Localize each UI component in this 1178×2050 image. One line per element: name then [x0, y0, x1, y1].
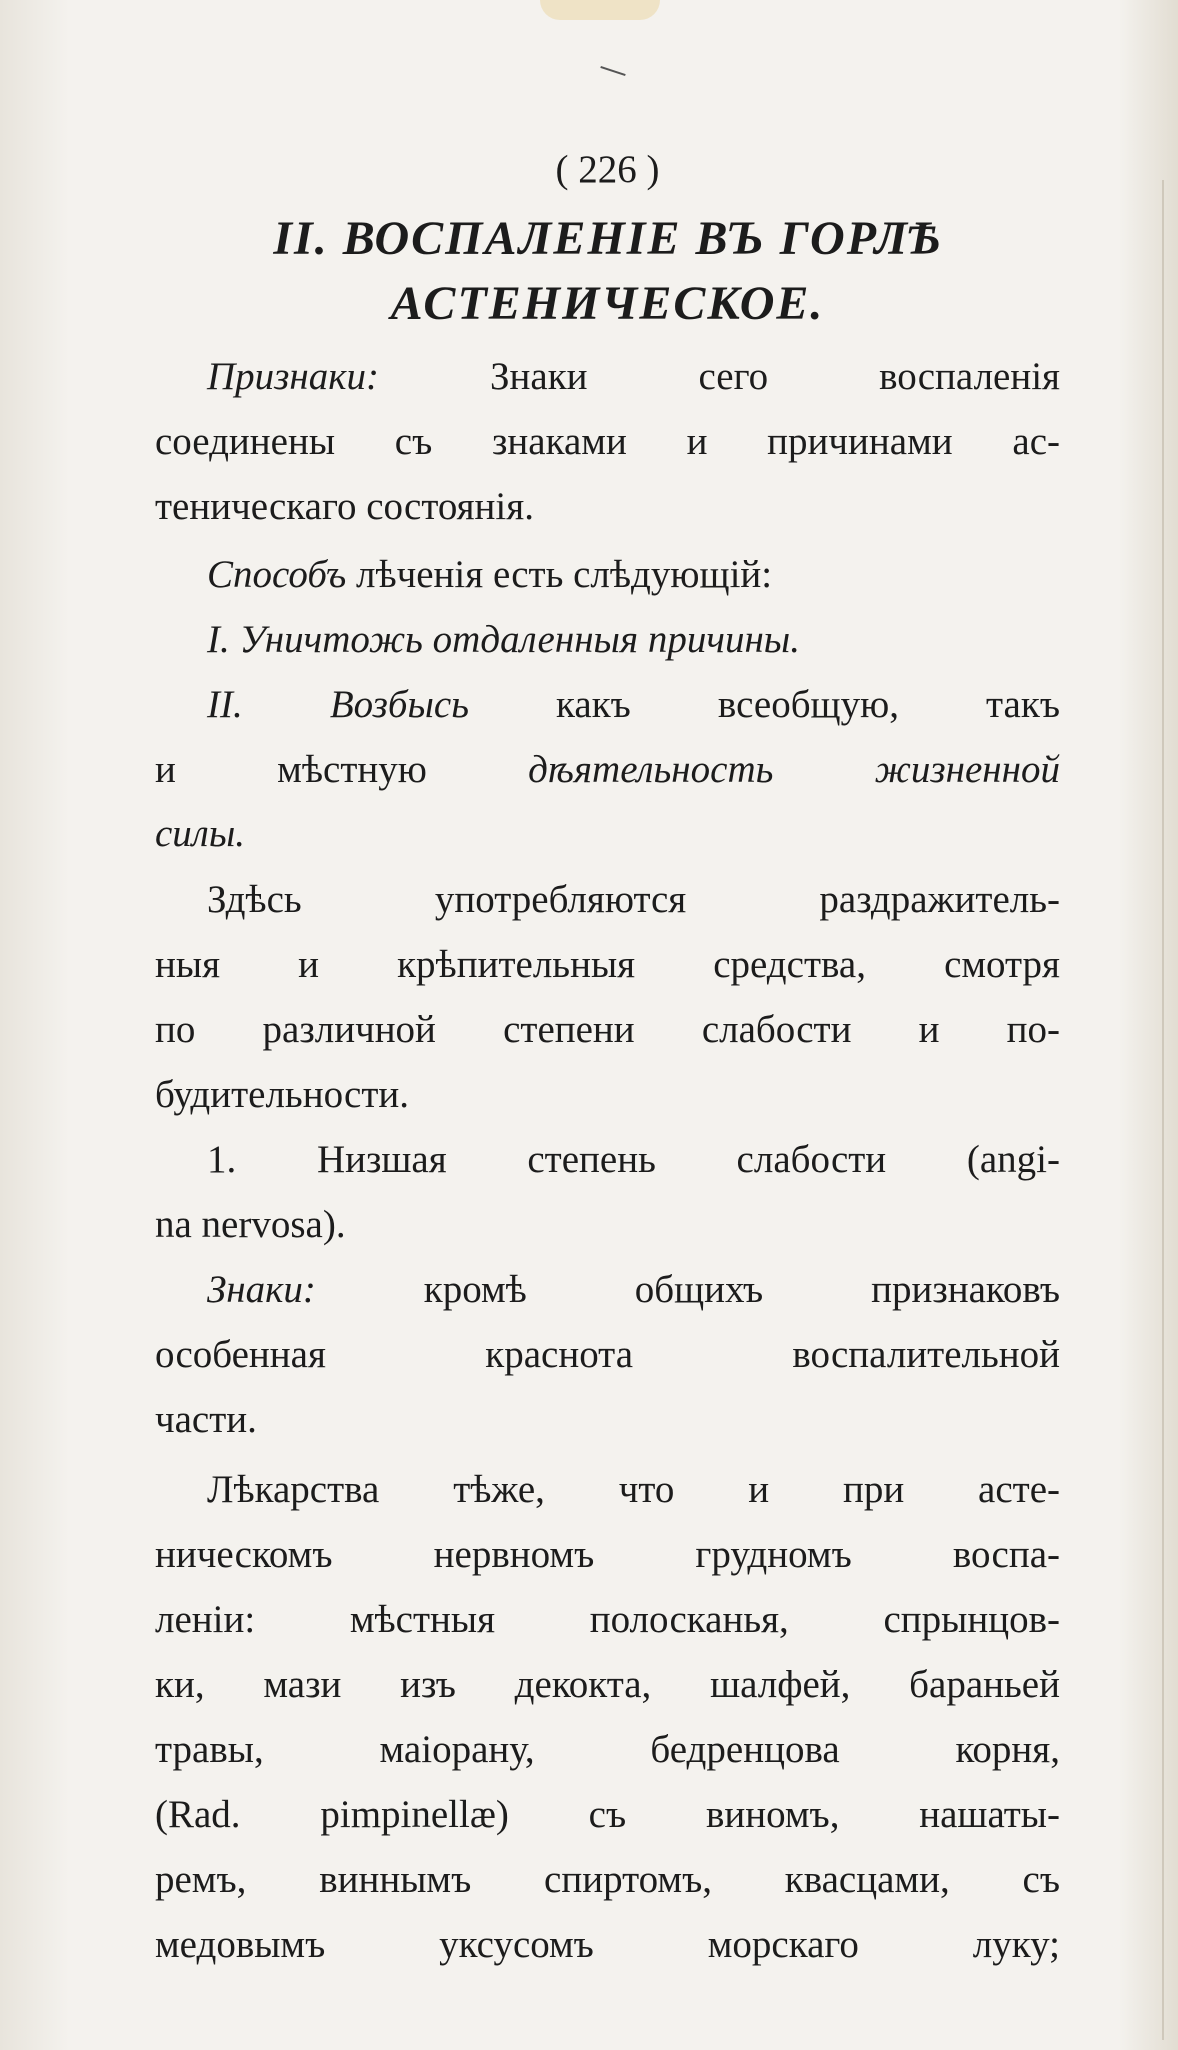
method-label: Способъ	[207, 553, 347, 596]
medicines-line-6: (Rad. pimpinellæ) съ виномъ, нашаты-	[155, 1793, 1060, 1836]
method-item-2-line-1	[207, 685, 1060, 724]
method-item-2-number: II.	[207, 683, 243, 726]
method-item-2-verb: Возбысь	[329, 683, 469, 726]
page-right-shading	[1118, 0, 1178, 2050]
top-paper-stain	[540, 0, 660, 20]
heading-line-1: II. ВОСПАЛЕНІЕ ВЪ ГОРЛѢ	[273, 212, 942, 265]
method-item-2-line-2-italic: дѣятельность жизненной	[528, 748, 1061, 791]
medicines-line-1: Лѣкарства тѣже, что и при асте-	[207, 1468, 1060, 1511]
medicines-line-8: медовымъ уксусомъ морскаго луку;	[155, 1923, 1060, 1966]
usage-line-1: Здѣсь употребляются раздражитель-	[207, 878, 1060, 921]
point-1-line-1: 1. Низшая степень слабости (angi-	[207, 1138, 1060, 1181]
signs-line-3: теническаго состоянія.	[155, 485, 534, 528]
medicines-line-4: ки, мази изъ декокта, шалфей, бараньей	[155, 1663, 1060, 1706]
method-item-2-line-2-start: и мѣстную	[155, 748, 427, 791]
signs2-line-1	[207, 1270, 1060, 1309]
top-ink-mark	[600, 66, 625, 76]
medicines-line-2: ническомъ нервномъ грудномъ воспа-	[155, 1533, 1060, 1576]
signs2-label: Знаки:	[207, 1268, 316, 1311]
medicines-line-5: травы, маіорану, бедренцова корня,	[155, 1728, 1060, 1771]
heading-line-2: АСТЕНИЧЕСКОЕ.	[390, 277, 825, 330]
signs2-line-3: части.	[155, 1398, 257, 1441]
medicines-line-7: ремъ, виннымъ спиртомъ, квасцами, съ	[155, 1858, 1060, 1901]
signs-line-1	[207, 357, 1060, 396]
method-item-1: I. Уничтожь отдаленныя причины.	[207, 618, 800, 661]
page-edge-line	[1162, 180, 1164, 2040]
method-item-2-line-3: силы.	[155, 812, 245, 855]
usage-line-3: по различной степени слабости и по-	[155, 1008, 1060, 1051]
signs-line-2: соединены съ знаками и причинами ас-	[155, 420, 1060, 463]
signs-line-1-rest: Знаки сего воспаленія	[489, 355, 1060, 398]
method-item-2-rest: какъ всеобщую, такъ	[556, 683, 1060, 726]
page-left-shading	[0, 0, 70, 2050]
usage-line-4: будительности.	[155, 1073, 410, 1116]
point-1-line-2: na nervosa).	[155, 1203, 346, 1246]
signs2-line-2: особенная краснота воспалительной	[155, 1333, 1060, 1376]
medicines-line-3: леніи: мѣстныя полосканья, спрынцов-	[155, 1598, 1060, 1641]
signs2-line-1-rest: кромѣ общихъ признаковъ	[423, 1268, 1060, 1311]
method-line-1	[207, 555, 1112, 594]
method-item-2-line-2	[155, 750, 1060, 789]
signs-label: Признаки:	[207, 355, 379, 398]
method-line-1-rest: лѣченія есть слѣдующій:	[355, 553, 773, 596]
usage-line-2: ныя и крѣпительныя средства, смотря	[155, 943, 1060, 986]
page-number: ( 226 )	[555, 148, 660, 191]
